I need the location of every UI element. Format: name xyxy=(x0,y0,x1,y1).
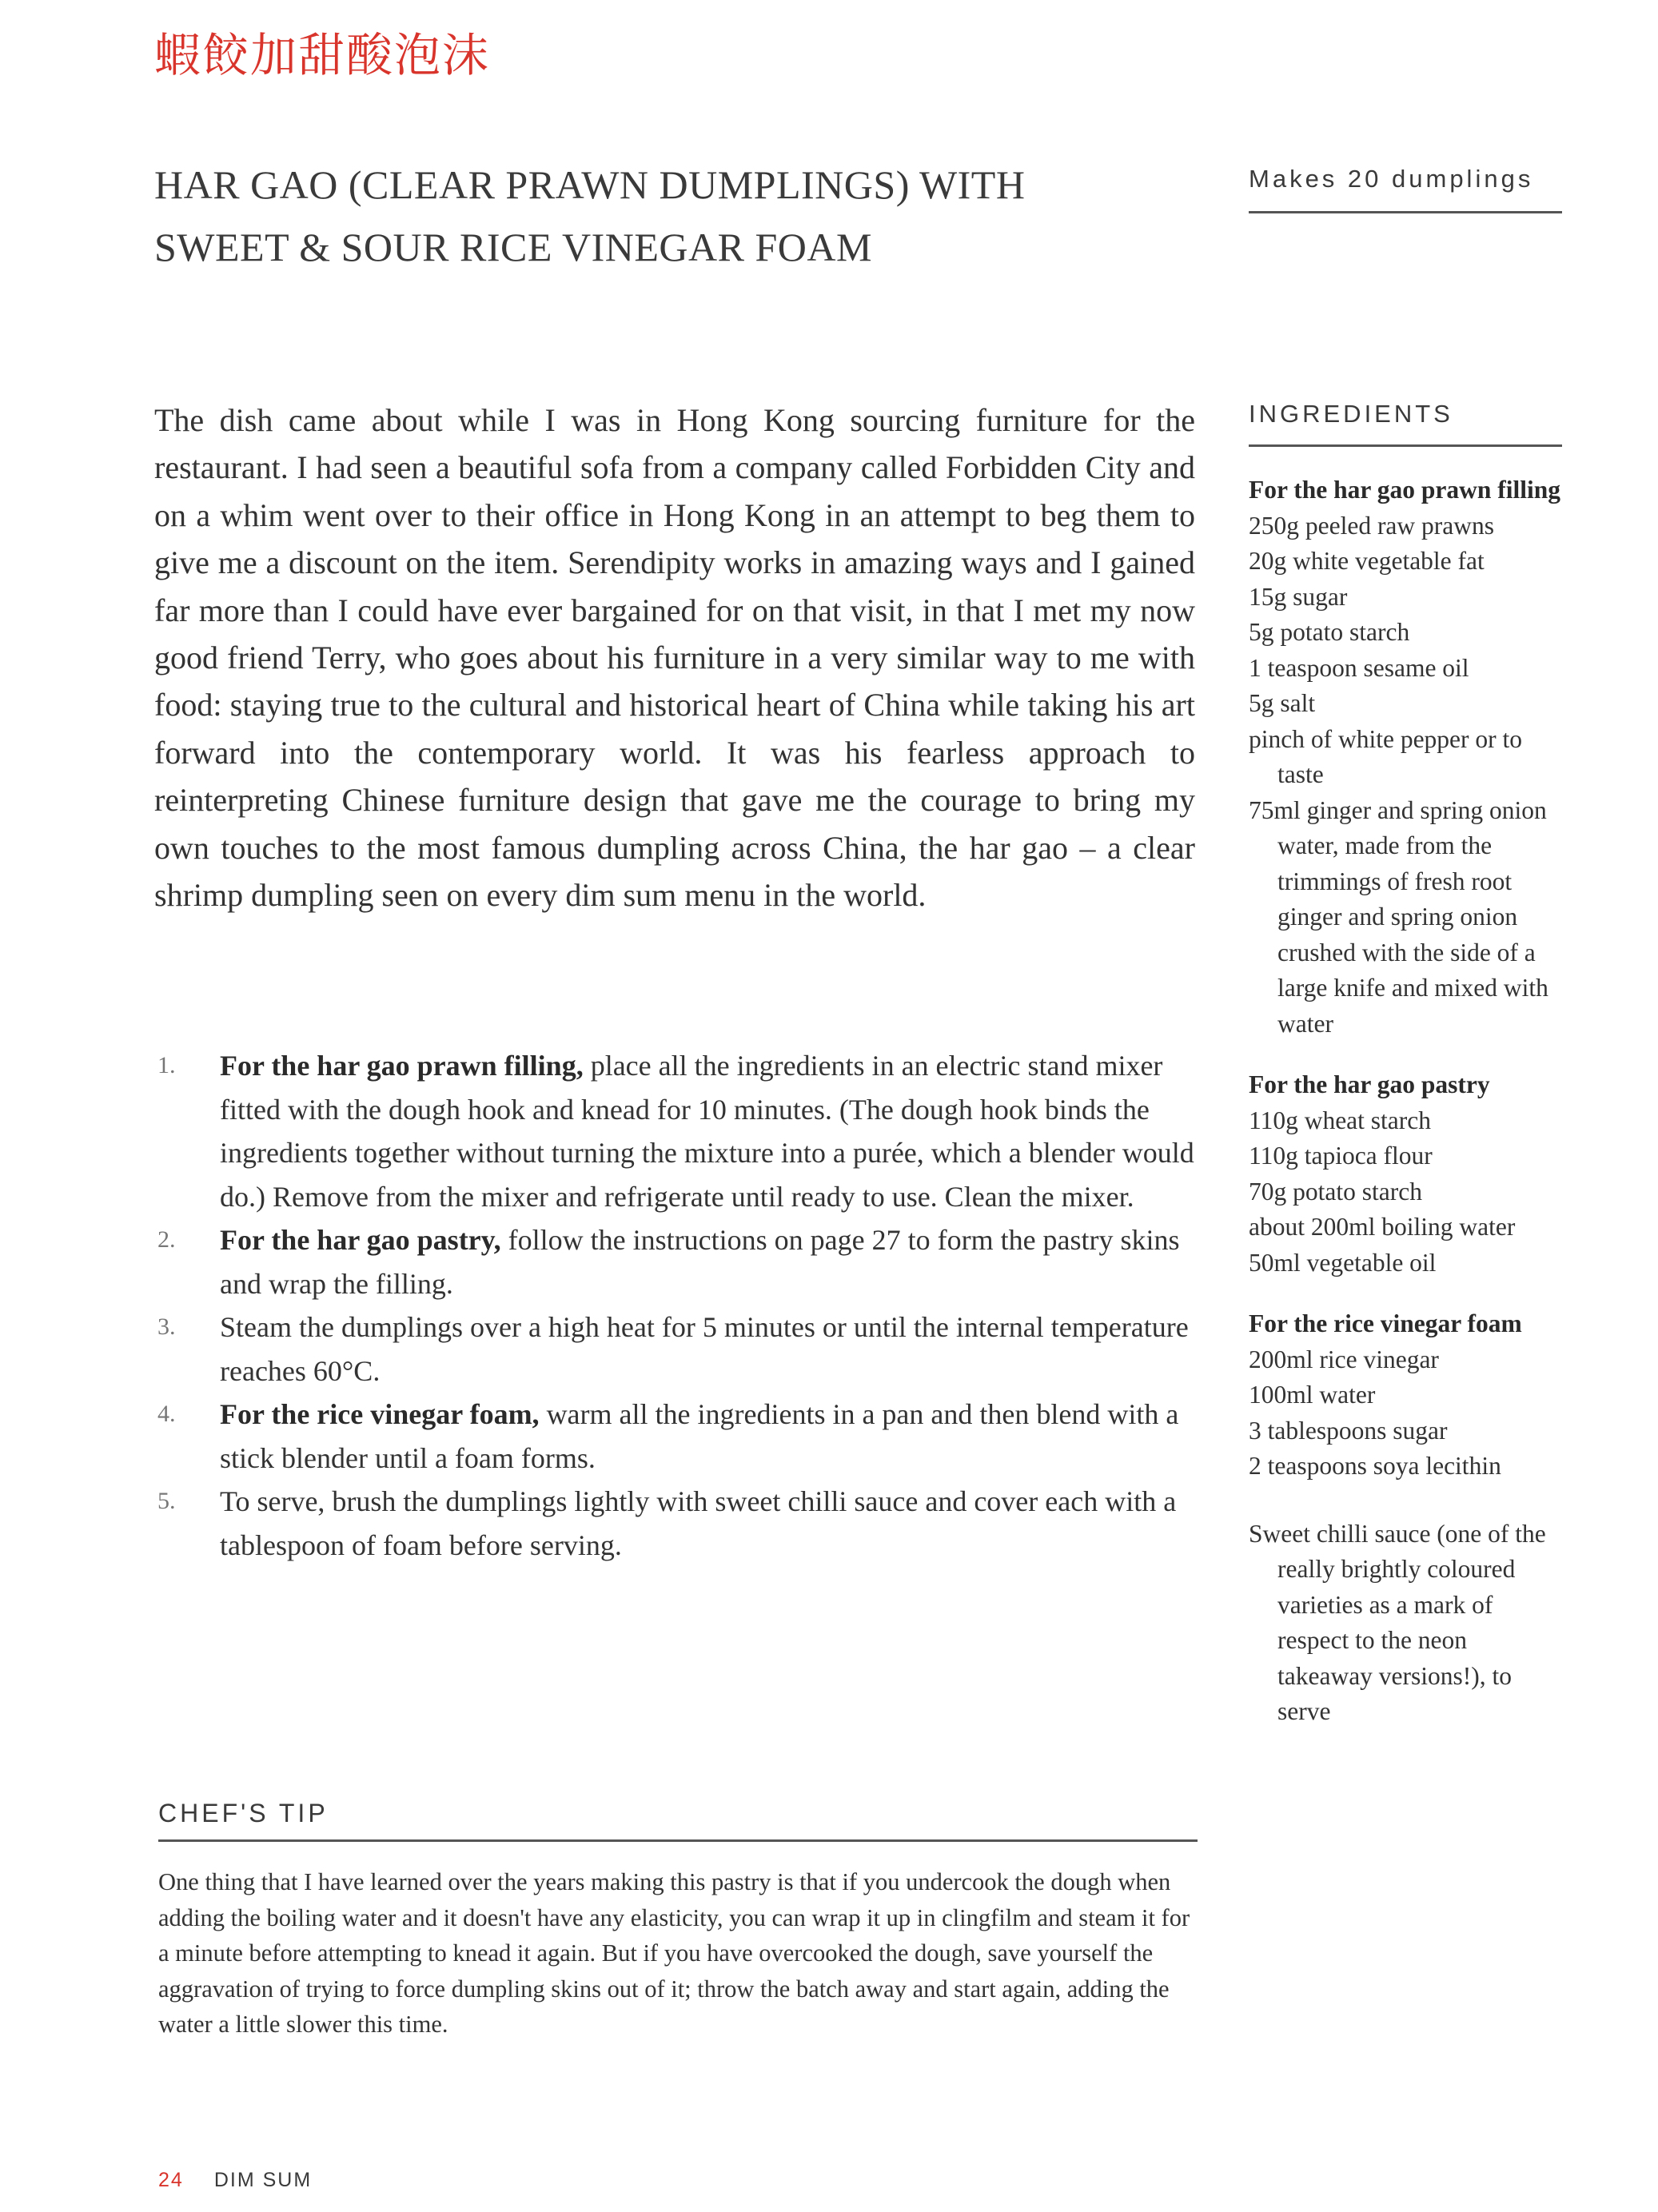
ingredient-item: 5g potato starch xyxy=(1249,618,1410,646)
step-text: To serve, brush the dumplings lightly with sweet chilli sauce and cover each with a tablespoon of foam before serving. xyxy=(220,1485,1177,1561)
ingredient-group-title: For the rice vinegar foam xyxy=(1249,1309,1522,1337)
ingredient-item: 5g salt xyxy=(1249,689,1316,717)
method-step xyxy=(154,1393,1202,1480)
ingredients-heading: INGREDIENTS xyxy=(1249,400,1562,447)
step-bold-lead: For the har gao prawn filling, xyxy=(220,1050,584,1082)
ingredient-item: 20g white vegetable fat xyxy=(1249,547,1485,575)
ingredient-item: 15g sugar xyxy=(1249,582,1348,611)
page-number: 24 xyxy=(158,2169,184,2191)
ingredient-group-filling xyxy=(1249,472,1562,1042)
ingredient-group-foam xyxy=(1249,1306,1562,1485)
page-footer xyxy=(158,2169,312,2192)
method-step xyxy=(154,1480,1202,1567)
step-text: Steam the dumplings over a high heat for 5 minutes or until the internal temperature reaches 60°C. xyxy=(220,1311,1189,1387)
ingredient-item: pinch of white pepper or to taste xyxy=(1249,724,1523,788)
ingredient-item: 1 teaspoon sesame oil xyxy=(1249,653,1469,682)
recipe-title-line-1: HAR GAO (CLEAR PRAWN DUMPLINGS) WITH xyxy=(154,162,1026,207)
method-steps xyxy=(154,1044,1202,1567)
step-number: 1. xyxy=(157,1052,176,1078)
ingredient-item: 250g peeled raw prawns xyxy=(1249,511,1495,540)
ingredient-item: 50ml vegetable oil xyxy=(1249,1248,1437,1277)
step-bold-lead: For the har gao pastry, xyxy=(220,1224,501,1256)
ingredient-item: 75ml ginger and spring onion water, made from the trimmings of fresh root ginger and spring onion crushed with the side of a large knife and mixed with water xyxy=(1249,795,1548,1038)
chinese-title: 蝦餃加甜酸泡沫 xyxy=(154,28,491,82)
chefs-tip-text: One thing that I have learned over the years making this pastry is that if you undercook the dough when adding the boiling water and it doesn't have any elasticity, you can wrap it up in clingfilm and steam it for a minute before attempting to knead it again. But if you have overcooked the dough, save yourself the aggravation of trying to force dumpling skins out of it; throw the batch away and start again, adding the water a little slower this time. xyxy=(158,1868,1190,2038)
method-step xyxy=(154,1305,1202,1393)
yield-label: Makes 20 dumplings xyxy=(1249,165,1562,213)
ingredient-item: 110g tapioca flour xyxy=(1249,1142,1433,1170)
ingredient-item: 100ml water xyxy=(1249,1381,1376,1409)
ingredient-group-title: For the har gao prawn filling xyxy=(1249,476,1560,504)
ingredient-item: about 200ml boiling water xyxy=(1249,1213,1516,1241)
step-text: place all the ingredients in an electric stand mixer fitted with the dough hook and knead for 10 minutes. (The dough hook binds the ingredients together without turning the mixture into a purée, which a blender would do.) Remove from the mixer and refrigerate until ready to use. Clean the mixer. xyxy=(220,1050,1194,1213)
intro-paragraph: The dish came about while I was in Hong Kong sourcing furniture for the restaurant. I had seen a beautiful sofa from a company called Forbidden City and on a whim went over to their office in Hong Kong in an attempt to beg them to give me a discount on the item. Serendipity works in amazing ways and I gained far more than I could have ever bargained for on that visit, in that I met my now good friend Terry, who goes about his furniture in a very similar way to me with food: staying true to the cultural and historical heart of China while taking his art forward into the contemporary world. It was his fearless approach to reinterpreting Chinese furniture design that gave me the courage to bring my own touches to the most famous dumpling across China, the har gao – a clear shrimp dumpling seen on every dim sum menu in the world. xyxy=(154,402,1195,914)
running-title: DIM SUM xyxy=(213,2169,313,2191)
ingredient-item: 2 teaspoons soya lecithin xyxy=(1249,1452,1501,1480)
recipe-title-line-2: SWEET & SOUR RICE VINEGAR FOAM xyxy=(154,225,872,269)
method-step xyxy=(154,1218,1202,1305)
step-number: 4. xyxy=(157,1401,176,1427)
step-number: 2. xyxy=(157,1226,176,1253)
recipe-title xyxy=(154,153,1194,278)
step-number: 5. xyxy=(157,1488,176,1514)
ingredient-item: 70g potato starch xyxy=(1249,1177,1422,1206)
step-number: 3. xyxy=(157,1313,176,1340)
chefs-tip-heading: CHEF'S TIP xyxy=(158,1799,1198,1842)
step-text: follow the instructions on page 27 to form the pastry skins and wrap the filling. xyxy=(220,1224,1180,1300)
step-bold-lead: For the rice vinegar foam, xyxy=(220,1398,540,1430)
ingredient-group-title: For the har gao pastry xyxy=(1249,1070,1490,1098)
method-step xyxy=(154,1044,1202,1218)
ingredient-group-pastry xyxy=(1249,1067,1562,1281)
ingredient-item: 110g wheat starch xyxy=(1249,1106,1432,1134)
ingredient-item: 3 tablespoons sugar xyxy=(1249,1416,1448,1445)
ingredient-serving-note: Sweet chilli sauce (one of the really brightly coloured varieties as a mark of respect to the neon takeaway versions!), to serve xyxy=(1249,1519,1546,1725)
ingredient-item: 200ml rice vinegar xyxy=(1249,1345,1439,1373)
ingredients-sidebar xyxy=(1249,400,1562,1730)
step-text: warm all the ingredients in a pan and then blend with a stick blender until a foam forms. xyxy=(220,1398,1179,1474)
